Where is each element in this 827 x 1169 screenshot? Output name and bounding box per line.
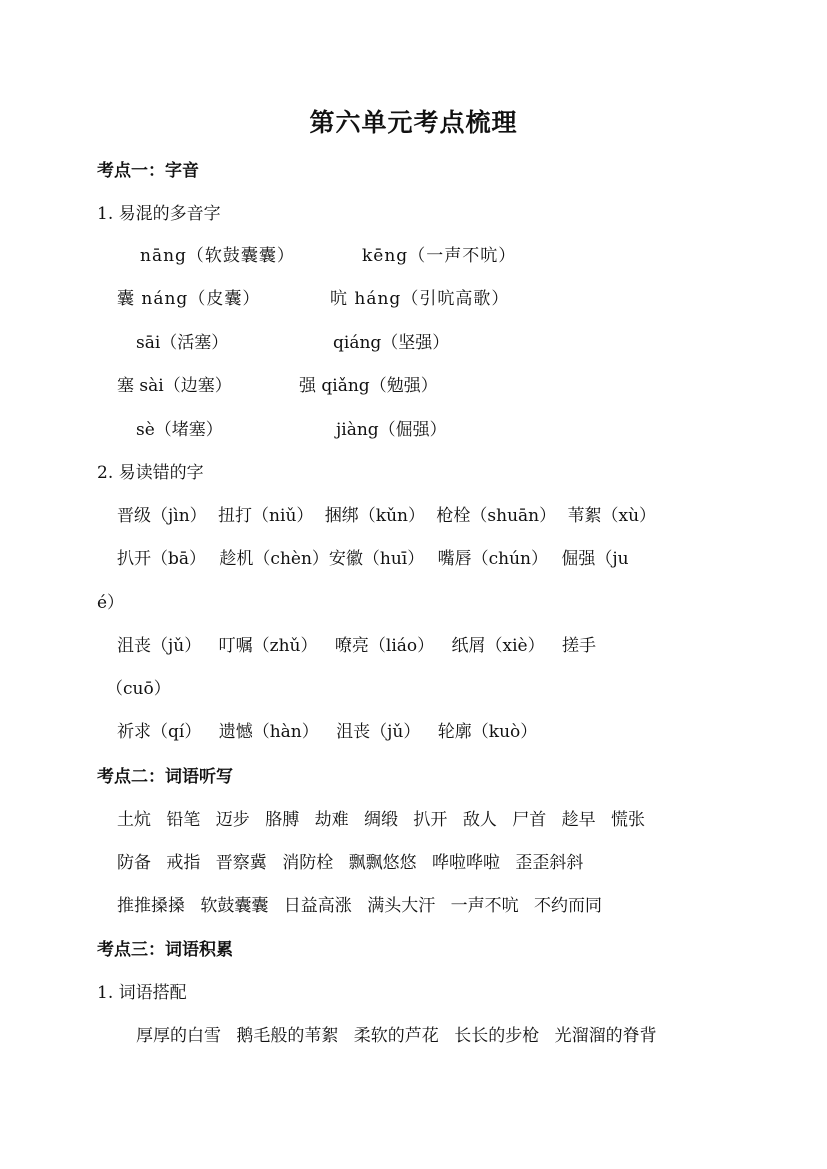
section-2-heading: 考点二：词语听写 xyxy=(97,767,233,787)
section-1-heading: 考点一：字音 xyxy=(97,161,199,181)
polyphone-row-4-right: 强 qiǎng（勉强） xyxy=(299,376,438,396)
section-3-heading: 考点三：词语积累 xyxy=(97,940,233,960)
misread-line-1: 晋级（jìn） 扭打（niǔ） 捆绑（kǔn） 枪栓（shuān） 苇絮（xù） xyxy=(117,506,657,526)
polyphone-row-4-left: 塞 sài（边塞） xyxy=(117,376,232,396)
dictation-line-1: 土炕 铅笔 迈步 胳膊 劫难 绸缎 扒开 敌人 尸首 趁早 慌张 xyxy=(117,810,646,830)
polyphone-row-1-right: kēng（一声不吭） xyxy=(362,246,517,266)
section-3-sub-1: 1. 词语搭配 xyxy=(97,983,187,1003)
dictation-line-2: 防备 戒指 晋察冀 消防栓 飘飘悠悠 哗啦哗啦 歪歪斜斜 xyxy=(117,853,584,873)
polyphone-row-5-right: jiàng（倔强） xyxy=(336,420,447,440)
misread-line-5: （cuō） xyxy=(106,679,171,699)
misread-line-4: 沮丧（jǔ） 叮嘱（zhǔ） 嘹亮（liáo） 纸屑（xiè） 搓手 xyxy=(117,636,597,656)
misread-line-2: 扒开（bā） 趁机（chèn）安徽（huī） 嘴唇（chún） 倔强（ju xyxy=(117,549,629,569)
section-1-sub-2: 2. 易读错的字 xyxy=(97,463,204,483)
polyphone-row-2-left: 囊 náng（皮囊） xyxy=(117,289,261,309)
polyphone-row-3-right: qiáng（坚强） xyxy=(333,333,450,353)
polyphone-row-3-left: sāi（活塞） xyxy=(136,333,229,353)
section-1-sub-1: 1. 易混的多音字 xyxy=(97,204,221,224)
polyphone-row-2-right: 吭 háng（引吭高歌） xyxy=(330,289,510,309)
dictation-line-3: 推推搡搡 软鼓囊囊 日益高涨 满头大汗 一声不吭 不约而同 xyxy=(117,896,603,916)
collocation-line-1: 厚厚的白雪 鹅毛般的苇絮 柔软的芦花 长长的步枪 光溜溜的脊背 xyxy=(136,1026,657,1046)
document-title: 第六单元考点梳理 xyxy=(309,108,518,137)
polyphone-row-5-left: sè（堵塞） xyxy=(136,420,223,440)
misread-line-6: 祈求（qí） 遗憾（hàn） 沮丧（jǔ） 轮廓（kuò） xyxy=(117,722,538,742)
misread-line-3: é） xyxy=(97,593,125,613)
polyphone-row-1-left: nāng（软鼓囊囊） xyxy=(140,246,295,266)
